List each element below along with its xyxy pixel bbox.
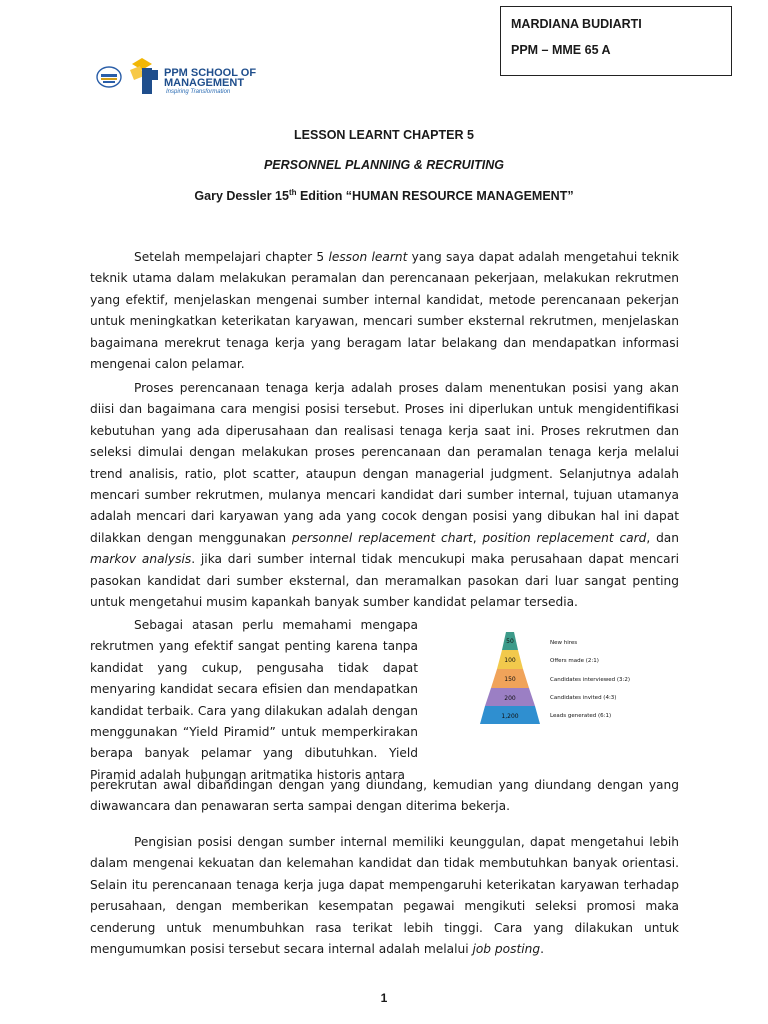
paragraph-2 [90,378,679,613]
pyramid-value-4: 200 [504,695,516,702]
chapter-title: LESSON LEARNT CHAPTER 5 [294,128,474,142]
author-class: PPM – MME 65 A [511,43,611,57]
pyramid-label-5: Leads generated (6:1) [550,713,612,719]
logo-wordmark [164,68,256,88]
yield-pyramid-figure [460,630,660,726]
p2-emphasis-3: markov analysis [90,552,192,567]
p4-emphasis: job posting [472,942,541,957]
p1-text-end: yang saya dapat adalah mengetahui teknik teknik utama dalam melakukan peramalan dan perencanaan pekerjaan, melakukan rekrutmen yang efektif, menjelaskan mengenai sumber internal kandidat, metode perencanaan pekerjan untuk meningkatkan keterikatan karyawan, mencari sumber eksternal rekrutmen, menjelaskan bagaimana merekrut tenaga kerja yang beragam latar belakang dan mendapatkan informasi mengenai calon pelamar. [90,250,679,372]
page-number: 1 [380,991,388,1005]
pyramid-value-1: 50 [506,638,514,645]
ppm-logo-mark-icon [128,56,160,96]
p1-emphasis: lesson learnt [328,250,408,264]
p2-text-start: Proses perencanaan tenaga kerja adalah proses dalam menentukan posisi yang akan diisi dan bagaimana cara mengisi posisi tersebut. Proses ini diperlukan untuk mengidentifikasi kebutuhan yang ada diperusahaan dan realisasi tenaga kerja saat ini. Proses rekrutmen dan seleksi dimulai dengan melakukan proses perencanaan dan peramalan tenaga kerja melalui trend analisis, ratio, plot scatter, ataupun dengan managerial judgment. Selanjutnya adalah mencari sumber rekrutmen, mulanya mencari kandidat dari sumber internal, tujuan utamanya adalah mencari dari karyawan yang ada yang cocok dengan posisi yang dibukan hal ini dapat dilakkan dengan menggunakan [90,381,679,545]
p2-emphasis-2: position replacement card [482,530,647,545]
pyramid-label-3: Candidates interviewed (3:2) [550,677,630,683]
p4-text-end: . [540,942,544,957]
paragraph-4 [90,832,679,960]
book-reference [0,188,768,203]
logo-tagline: Inspiring Transformation [166,89,231,95]
pyramid-label-2: Offers made (2:1) [550,658,599,664]
p4-text-start: Pengisian posisi dengan sumber internal memiliki keunggulan, dapat mengetahui lebih dalam mengenai kekuatan dan kelemahan kandidat dan tidak membutuhkan banyak orientasi. Selain itu perencanaan tenaga kerja juga dapat mempengaruhi keterikatan karyawan terhadap perusahaan, dengan memberikan kesempatan pegawai mengikuti seleksi promosi maka cenderung untuk menumbuhkan rasa terikat lebih tinggi. Cara yang dilakukan untuk mengumumkan posisi tersebut secara internal adalah melalui [90,835,679,957]
chapter-subtitle: PERSONNEL PLANNING & RECRUITING [263,158,505,172]
p2-emphasis-1: personnel replacement chart [291,530,473,545]
pyramid-label-1: New hires [550,640,578,646]
book-title: Edition “HUMAN RESOURCE MANAGEMENT” [296,189,574,204]
paragraph-3-part-1: Sebagai atasan perlu memahami mengapa rekrutmen yang efektif sangat penting karena tanpa kandidat yang cukup, pengusaha tidak dapat menyaring kandidat secara efisien dan mendapatkan kandidat terbaik. Cara yang dilakukan adalah dengan menggunakan “Yield Piramid” untuk memperkirakan berapa banyak pelamar yang dibutuhkan. Yield Piramid adalah hubungan aritmatika historis antara [90,618,418,782]
paragraph-3-part-2: perekrutan awal dibandingan dengan yang diundang, kemudian yang diundang dengan yang diwawancara dan penawaran serta sampai dengan diterima bekerja. [90,778,679,814]
pyramid-label-4: Candidates invited (4:3) [550,695,617,701]
p2-sep-1: , [472,530,483,545]
author-info-box [500,6,732,76]
logo-line2: MANAGEMENT [164,77,245,89]
author-name: MARDIANA BUDIARTI [511,17,642,31]
book-author-edition: Gary Dessler 15 [194,189,289,204]
logo-line1: PPM SCHOOL OF [164,67,257,79]
edition-superscript: th [288,188,297,197]
p2-sep-2: , dan [646,530,679,545]
pyramid-value-2: 100 [504,657,516,664]
paragraph-1 [90,247,679,375]
p2-text-end: . jika dari sumber internal tidak mencukupi maka perusahaan dapat mencari pasokan kandidat dari sumber eksternal, dan meramalkan pasokan dari luar sangat penting untuk mengetahui musim kapankah banyak sumber kandidat pelamar tersedia. [90,552,679,610]
pyramid-value-3: 150 [504,676,516,683]
institution-seal-icon [96,66,122,88]
pyramid-value-5: 1,200 [501,713,519,720]
p1-text-start: Setelah mempelajari chapter 5 [134,250,329,264]
